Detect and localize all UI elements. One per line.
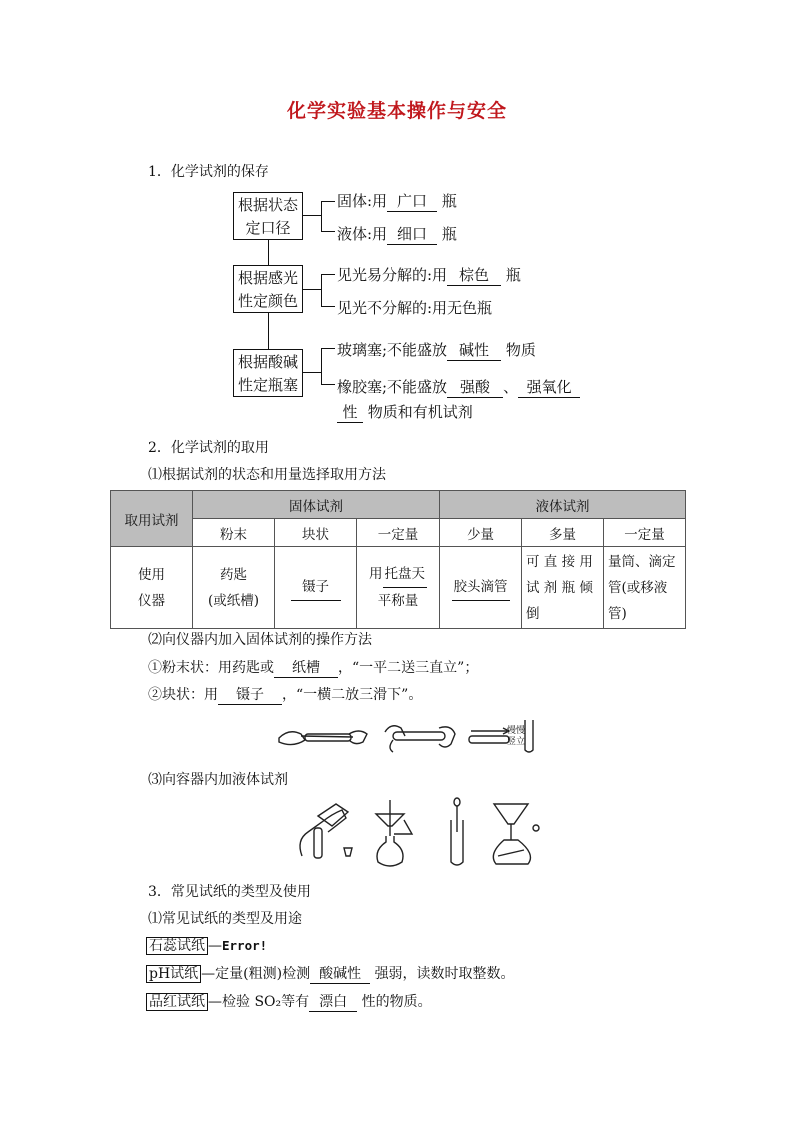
box-line: 定口径 — [245, 219, 291, 237]
answer-blank: 漂白 — [309, 991, 357, 1012]
cell-liquid-amount — [604, 547, 686, 629]
cell-line: 管(或移液 — [608, 579, 668, 596]
cell-powder — [193, 547, 275, 629]
leaf-text: 玻璃塞;不能盛放 — [337, 341, 448, 359]
cell-line: 管) — [608, 605, 627, 622]
storage-solid — [337, 190, 457, 212]
box-line: 性定瓶塞 — [237, 376, 298, 394]
header-solid: 固体试剂 — [193, 491, 440, 519]
caption-line: 竖立 — [507, 737, 526, 747]
magenta-paper-line — [146, 991, 432, 1012]
page-title: 化学实验基本操作与安全 — [286, 100, 507, 122]
answer-blank: 细口 — [387, 223, 437, 245]
leaf-text: 瓶 — [441, 225, 457, 243]
line-text: ，“一平二送三直立”； — [338, 660, 479, 676]
storage-light-stable — [337, 297, 492, 318]
liquid-addition-illustration — [292, 796, 552, 871]
line-text: — — [208, 938, 222, 954]
section-1-heading: 1．化学试剂的保存 — [148, 164, 269, 180]
figure-caption — [507, 726, 525, 748]
storage-box-state — [233, 192, 303, 240]
header-liquid: 液体试剂 — [440, 491, 686, 519]
answer-blank: 酸碱性 — [310, 963, 370, 984]
magenta-paper-label: 品红试纸 — [146, 993, 208, 1011]
leaf-text: 、 — [503, 378, 519, 396]
pouring-bottle-figure — [300, 804, 352, 858]
leaf-text: 见光易分解的:用 — [337, 266, 448, 284]
caption-line: 慢慢 — [507, 726, 526, 736]
litmus-paper-label: 石蕊试纸 — [146, 937, 208, 955]
line-text: —定量(粗测)检测 — [201, 966, 311, 982]
answer-blank: 镊子 — [291, 574, 341, 601]
col-header: 多量 — [522, 519, 604, 547]
answer-blank: 强酸 — [447, 376, 503, 398]
funnel-flask-figure — [376, 800, 412, 866]
tube-scoop-figure — [279, 731, 367, 745]
cell-small-liquid — [440, 547, 522, 629]
line-text: 强弱，读数时取整数。 — [374, 966, 515, 982]
storage-glass-stopper — [337, 339, 536, 361]
leaf-text: 物质和有机试剂 — [367, 403, 473, 421]
section-2-sub2: ⑵向仪器内加入固体试剂的操作方法 — [148, 632, 372, 648]
section-2-sub1: ⑴根据试剂的状态和用量选择取用方法 — [148, 467, 386, 483]
dropper-tube-figure — [451, 798, 463, 865]
leaf-text: 瓶 — [505, 266, 521, 284]
leaf-text: 固体:用 — [337, 192, 388, 210]
cell-large-liquid — [522, 547, 604, 629]
cell-line: 可 直 接 用 — [526, 553, 593, 570]
line-text: ②块状：用 — [148, 687, 218, 703]
ph-paper-line — [146, 963, 515, 984]
cell-line: 平称量 — [377, 593, 419, 609]
leaf-text: 见光不分解的:用无色瓶 — [337, 299, 493, 317]
storage-box-light — [233, 265, 303, 313]
block-method — [148, 684, 422, 705]
storage-light-sensitive — [337, 264, 521, 286]
leaf-text: 橡胶塞;不能盛放 — [337, 378, 448, 396]
col-header: 块状 — [275, 519, 357, 547]
cell-line: 倒 — [526, 605, 540, 622]
cell-solid-amount — [357, 547, 440, 629]
line-text: —检验 SO₂等有 — [208, 994, 310, 1010]
row-header-line: 使用 — [138, 566, 165, 583]
ph-paper-label: pH试纸 — [146, 965, 201, 983]
leaf-text: 液体:用 — [337, 225, 388, 243]
storage-liquid — [337, 223, 457, 245]
cell-line: 药匙 — [220, 566, 247, 583]
storage-rubber-stopper-cont — [337, 401, 473, 423]
answer-blank: 广口 — [387, 190, 437, 212]
answer-blank: 纸槽 — [274, 657, 338, 678]
line-text: ，“一横二放三滑下”。 — [282, 687, 423, 703]
box-line: 根据感光 — [237, 269, 298, 287]
separatory-figure — [493, 804, 539, 864]
answer-blank: 棕色 — [447, 264, 501, 286]
box-line: 根据状态 — [237, 196, 298, 214]
litmus-paper-line — [146, 935, 267, 955]
solid-addition-illustration — [275, 718, 545, 756]
leaf-text: 瓶 — [441, 192, 457, 210]
line-text: ①粉末状：用药匙或 — [148, 660, 274, 676]
section-2-sub3: ⑶向容器内加液体试剂 — [148, 772, 288, 788]
answer-blank: 镊子 — [218, 684, 282, 705]
cell-line: 试 剂 瓶 倾 — [526, 579, 593, 596]
cell-line: (或纸槽) — [207, 592, 260, 609]
col-header: 一定量 — [604, 519, 686, 547]
col-header: 一定量 — [357, 519, 440, 547]
storage-rubber-stopper — [337, 376, 580, 398]
cell-block — [275, 547, 357, 629]
answer-blank: 托盘天 — [383, 561, 428, 588]
answer-blank: 胶头滴管 — [452, 574, 510, 601]
col-header: 粉末 — [193, 519, 275, 547]
table-corner: 取用试剂 — [111, 491, 193, 547]
leaf-text: 物质 — [505, 341, 536, 359]
box-line: 根据酸碱 — [237, 353, 298, 371]
reagent-table — [110, 490, 686, 629]
box-line: 性定颜色 — [237, 292, 298, 310]
section-3-sub1: ⑴常见试纸的类型及用途 — [148, 911, 302, 927]
powder-method — [148, 657, 478, 678]
tube-slide-figure — [385, 726, 455, 752]
line-text: 性的物质。 — [361, 994, 432, 1010]
section-2-heading: 2．化学试剂的取用 — [148, 440, 269, 456]
error-text: Error! — [222, 938, 268, 953]
answer-blank: 碱性 — [447, 339, 501, 361]
answer-blank: 性 — [337, 401, 363, 423]
row-header — [111, 547, 193, 629]
cell-line: 量筒、滴定 — [608, 553, 676, 570]
section-3-heading: 3．常见试纸的类型及使用 — [148, 884, 311, 900]
cell-text: 用 — [369, 566, 383, 582]
storage-box-stopper — [233, 349, 303, 397]
row-header-line: 仪器 — [138, 592, 165, 609]
col-header: 少量 — [440, 519, 522, 547]
answer-blank: 强氧化 — [518, 376, 580, 398]
